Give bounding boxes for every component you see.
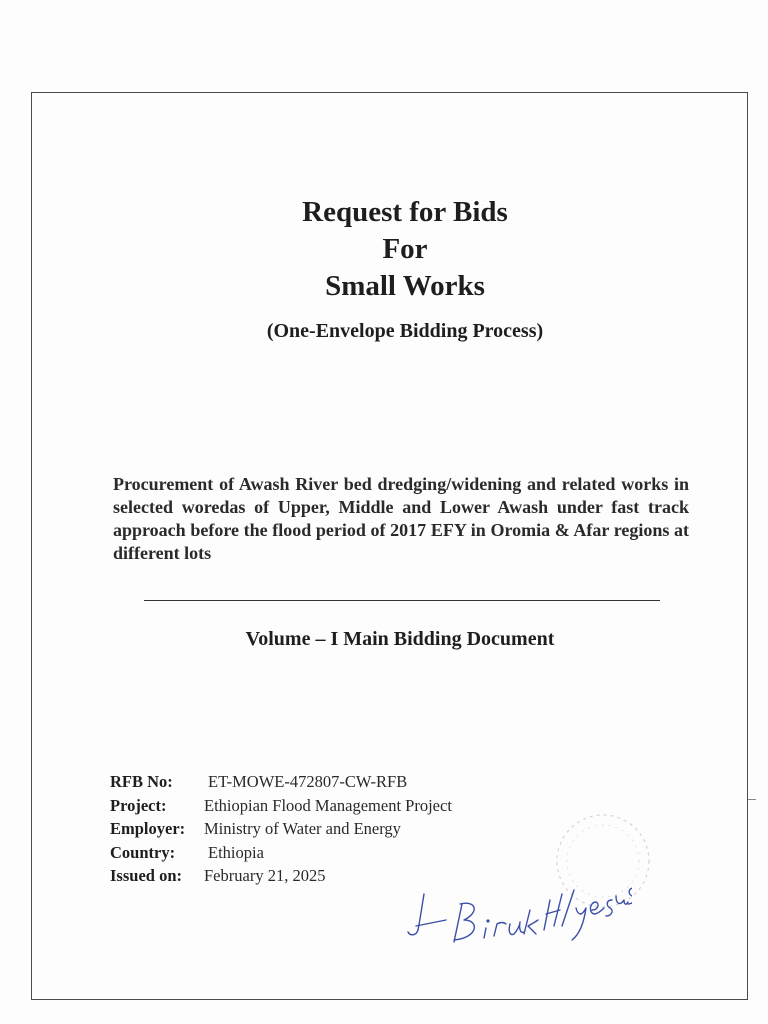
detail-value: ET-MOWE-472807-CW-RFB [208, 772, 408, 791]
document-details [110, 770, 452, 888]
detail-value: Ethiopian Flood Management Project [204, 795, 452, 815]
detail-row-project [110, 794, 452, 818]
volume-heading: Volume – I Main Bidding Document [245, 628, 555, 650]
margin-mark [748, 799, 756, 800]
handwritten-signature [402, 850, 632, 950]
detail-value: Ministry of Water and Energy [204, 819, 401, 838]
title-line: Small Works [325, 270, 485, 302]
title-line: Request for Bids [302, 196, 508, 228]
divider-line [144, 600, 660, 601]
detail-value: February 21, 2025 [204, 866, 326, 885]
detail-label: RFB No: [110, 772, 173, 791]
title-line: For [382, 233, 428, 265]
procurement-description: Procurement of Awash River bed dredging/widening and related works in selected woredas of Upper, Middle and Lower Awash under fast track approach before the flood period of 2017 EFY in Oromia & Afar regions at different lots [113, 474, 689, 563]
detail-row-rfb-no [110, 770, 452, 794]
detail-label: Project: [110, 795, 167, 815]
document-title [100, 194, 710, 305]
document-subtitle: (One-Envelope Bidding Process) [266, 320, 544, 342]
detail-row-country [110, 841, 452, 865]
detail-label: Issued on: [110, 866, 182, 885]
detail-row-employer [110, 817, 452, 841]
detail-label: Employer: [110, 819, 186, 838]
detail-label: Country: [110, 842, 176, 862]
detail-row-issued-on [110, 864, 452, 888]
detail-value: Ethiopia [208, 842, 264, 862]
